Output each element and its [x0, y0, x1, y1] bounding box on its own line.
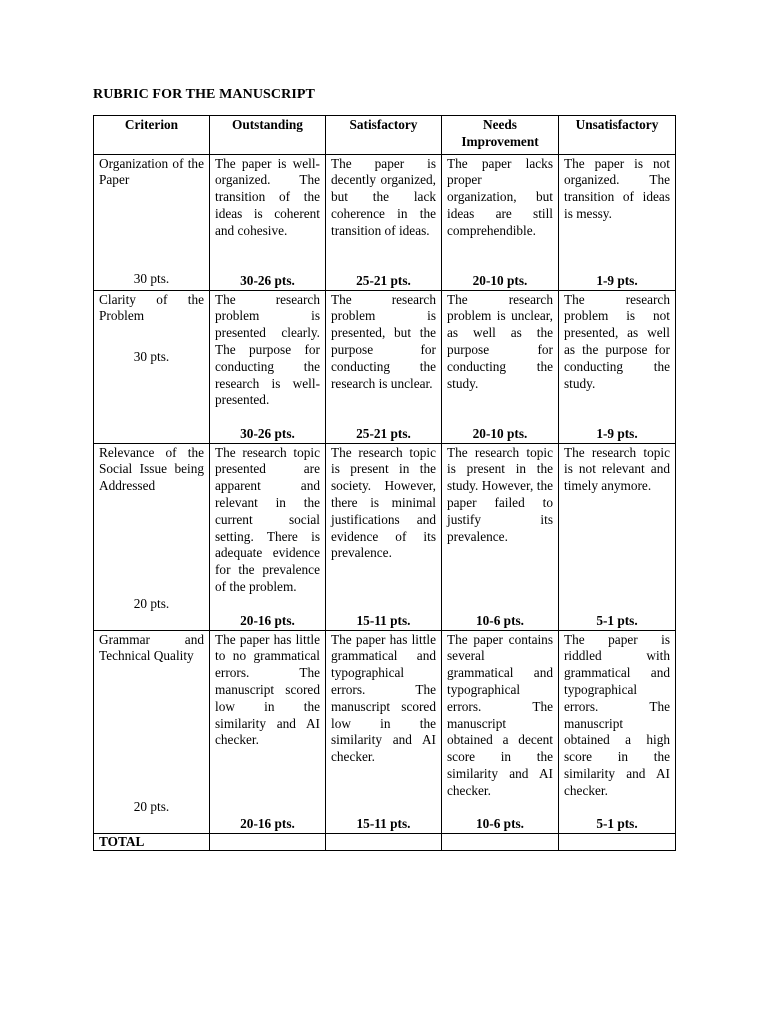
level-description: The paper is decently organized, but the lack coherence in the transition of ideas.	[331, 155, 436, 238]
level-points: 10-6 pts.	[475, 815, 525, 831]
level-description: The research problem is presented clearly. The purpose for conducting the research is well-presented.	[215, 291, 320, 408]
rubric-table	[93, 115, 676, 851]
level-description: The research topic is not relevant and timely anymore.	[564, 444, 670, 494]
level-points: 20-16 pts.	[240, 815, 295, 831]
level-points: 30-26 pts.	[240, 272, 295, 288]
level-cell-satisfactory	[326, 154, 442, 290]
level-points: 15-11 pts.	[356, 612, 411, 628]
level-points: 30-26 pts.	[240, 425, 295, 441]
level-cell-outstanding	[210, 630, 326, 833]
level-description: The paper has little grammatical and typographical errors. The manuscript scored low in the similarity and AI checker.	[331, 631, 436, 765]
header-outstanding: Outstanding	[210, 116, 326, 155]
level-cell-needs-improvement	[442, 443, 559, 630]
level-points: 10-6 pts.	[475, 612, 525, 628]
level-cell-unsatisfactory	[559, 154, 676, 290]
level-cell-satisfactory	[326, 443, 442, 630]
level-points: 15-11 pts.	[356, 815, 411, 831]
level-cell-unsatisfactory	[559, 443, 676, 630]
criterion-name: Organization of the Paper	[99, 155, 204, 188]
level-description: The research problem is unclear, as well as the purpose for conducting the study.	[447, 291, 553, 391]
criterion-name: Relevance of the Social Issue being Addressed	[99, 444, 204, 494]
level-points: 1-9 pts.	[596, 272, 638, 288]
criterion-points: 20 pts.	[133, 798, 170, 814]
total-cell-unsatisfactory	[559, 833, 676, 851]
total-cell-satisfactory	[326, 833, 442, 851]
table-row	[94, 154, 676, 290]
header-unsatisfactory: Unsatisfactory	[559, 116, 676, 155]
table-row	[94, 443, 676, 630]
level-description: The research problem is not presented, as well as the purpose for conducting the study.	[564, 291, 670, 391]
level-points: 5-1 pts.	[596, 612, 638, 628]
level-cell-unsatisfactory	[559, 290, 676, 443]
level-cell-unsatisfactory	[559, 630, 676, 833]
level-description: The paper has little to no grammatical errors. The manuscript scored low in the similarity and AI checker.	[215, 631, 320, 748]
level-points: 20-16 pts.	[240, 612, 295, 628]
level-cell-satisfactory	[326, 630, 442, 833]
level-points: 25-21 pts.	[356, 272, 411, 288]
total-row	[94, 833, 676, 851]
table-row	[94, 290, 676, 443]
level-description: The paper lacks proper organization, but ideas are still comprehendible.	[447, 155, 553, 238]
level-description: The paper is riddled with grammatical and typographical errors. The manuscript obtained a high score in the similarity and AI checker.	[564, 631, 670, 798]
criterion-cell	[94, 443, 210, 630]
table-row	[94, 630, 676, 833]
level-points: 5-1 pts.	[596, 815, 638, 831]
level-points: 20-10 pts.	[472, 272, 528, 288]
level-description: The paper is well-organized. The transition of the ideas is coherent and cohesive.	[215, 155, 320, 238]
header-criterion: Criterion	[94, 116, 210, 155]
level-cell-satisfactory	[326, 290, 442, 443]
header-satisfactory: Satisfactory	[326, 116, 442, 155]
level-points: 25-21 pts.	[356, 425, 411, 441]
level-cell-needs-improvement	[442, 290, 559, 443]
criterion-points: 30 pts.	[133, 348, 170, 364]
level-points: 20-10 pts.	[472, 425, 528, 441]
level-cell-needs-improvement	[442, 154, 559, 290]
header-needs-improvement: Needs Improvement	[442, 116, 559, 155]
level-cell-outstanding	[210, 290, 326, 443]
criterion-cell	[94, 154, 210, 290]
total-cell-needs-improvement	[442, 833, 559, 851]
document-title: RUBRIC FOR THE MANUSCRIPT	[93, 87, 315, 102]
criterion-cell	[94, 290, 210, 443]
criterion-name: Clarity of the Problem	[99, 291, 204, 324]
criterion-points: 30 pts.	[133, 270, 170, 286]
criterion-cell	[94, 630, 210, 833]
level-description: The paper is not organized. The transition of ideas is messy.	[564, 155, 670, 221]
criterion-points: 20 pts.	[133, 595, 170, 611]
header-row	[94, 116, 676, 155]
level-description: The paper contains several grammatical and typographical errors. The manuscript obtained a decent score in the similarity and AI checker.	[447, 631, 553, 798]
total-label: TOTAL	[94, 833, 210, 851]
total-cell-outstanding	[210, 833, 326, 851]
level-cell-outstanding	[210, 443, 326, 630]
level-cell-outstanding	[210, 154, 326, 290]
level-description: The research topic is present in the study. However, the paper failed to justify its prevalence.	[447, 444, 553, 544]
level-description: The research problem is presented, but the purpose for conducting the research is unclear.	[331, 291, 436, 391]
level-description: The research topic presented are apparent and relevant in the current social setting. There is adequate evidence for the prevalence of the problem.	[215, 444, 320, 594]
level-description: The research topic is present in the society. However, there is minimal justifications and evidence of its prevalence.	[331, 444, 436, 561]
level-points: 1-9 pts.	[596, 425, 638, 441]
criterion-name: Grammar and Technical Quality	[99, 631, 204, 664]
level-cell-needs-improvement	[442, 630, 559, 833]
